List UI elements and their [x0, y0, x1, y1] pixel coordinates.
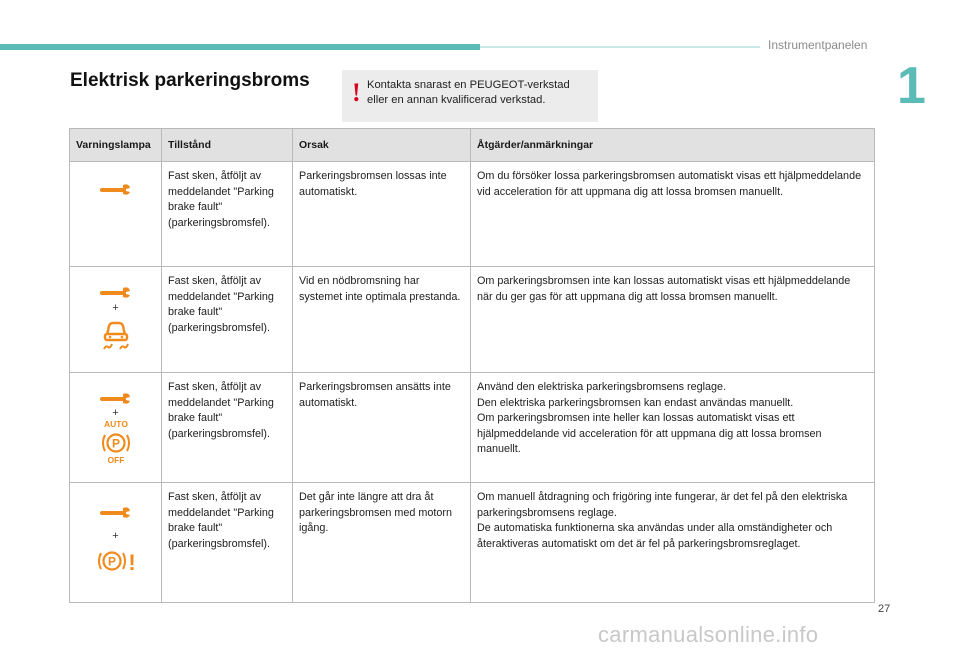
action-line: Om manuell åtdragning och frigöring inte fungerar, är det fel på den elektriska parkeringsbromsens reglage. [477, 491, 848, 519]
brake-fault-wrench-icon [99, 390, 133, 406]
state-cell: Fast sken, åtföljt av meddelandet "Parking brake fault" (parkeringsbromsfel). [162, 162, 293, 267]
table-row [70, 162, 875, 267]
auto-p-off-icon [96, 419, 136, 465]
table-row [70, 373, 875, 483]
state-cell: Fast sken, åtföljt av meddelandet "Parking brake fault" (parkeringsbromsfel). [162, 483, 293, 603]
brake-fault-wrench-icon [99, 284, 133, 300]
state-cell: Fast sken, åtföljt av meddelandet "Parking brake fault" (parkeringsbromsfel). [162, 267, 293, 373]
column-header-state: Tillstånd [162, 129, 293, 162]
lamp-cell [70, 162, 162, 267]
actions-cell [471, 373, 875, 483]
action-line: De automatiska funktionerna ska användas under alla omständigheter och återaktiveras automatiskt om det är fel på parkeringsbromsreglaget. [477, 522, 833, 550]
cause-cell: Parkeringsbromsen ansätts inte automatiskt. [293, 373, 471, 483]
plus-sign: + [112, 530, 119, 542]
action-line: Om du försöker lossa parkeringsbromsen automatiskt visas ett hjälpmeddelande vid acceleration för att uppmana dig att lossa bromsen manuellt. [477, 170, 862, 198]
brake-fault-wrench-icon [99, 181, 133, 197]
state-cell: Fast sken, åtföljt av meddelandet "Parking brake fault" (parkeringsbromsfel). [162, 373, 293, 483]
header-accent-line [480, 46, 760, 48]
page-number: 27 [878, 603, 891, 615]
off-label: OFF [107, 455, 124, 465]
column-header-cause: Orsak [293, 129, 471, 162]
actions-cell [471, 483, 875, 603]
cause-cell: Vid en nödbromsning har systemet inte optimala prestanda. [293, 267, 471, 373]
column-header-lamp: Varningslampa [70, 129, 162, 162]
brake-fault-wrench-icon [99, 504, 133, 520]
table-row [70, 267, 875, 373]
watermark: carmanualsonline.info [598, 622, 819, 647]
warning-text: Kontakta snarast en PEUGEOT-verkstad eller en annan kvalificerad verkstad. [367, 79, 570, 106]
warning-box [342, 70, 598, 122]
actions-cell [471, 267, 875, 373]
actions-cell [471, 162, 875, 267]
skid-car-icon [99, 317, 133, 351]
section-label: Instrumentpanelen [768, 38, 868, 52]
p-exclamation-icon [95, 546, 137, 576]
cause-cell: Parkeringsbromsen lossas inte automatiskt. [293, 162, 471, 267]
warning-exclamation-icon: ! [352, 78, 361, 107]
table-row [70, 483, 875, 603]
warning-lamp-table [69, 128, 875, 603]
lamp-cell [70, 373, 162, 483]
action-line: Om parkeringsbromsen inte heller kan lossas automatiskt visas ett hjälpmeddelande vid acceleration för att uppmana dig att lossa bromsen manuellt. [477, 412, 822, 455]
plus-sign: + [112, 302, 119, 314]
lamp-cell [70, 267, 162, 373]
action-line: Den elektriska parkeringsbromsen kan endast användas manuellt. [477, 396, 794, 409]
column-header-actions: Åtgärder/anmärkningar [471, 129, 875, 162]
lamp-cell [70, 483, 162, 603]
p-label: P [111, 436, 120, 451]
plus-sign: + [112, 407, 119, 419]
page-title: Elektrisk parkeringsbroms [70, 70, 310, 91]
exclamation-label: ! [127, 550, 136, 575]
cause-cell: Det går inte längre att dra åt parkeringsbromsen med motorn igång. [293, 483, 471, 603]
action-line: Använd den elektriska parkeringsbromsens reglage. [477, 381, 727, 393]
p-label: P [107, 554, 116, 569]
action-line: Om parkeringsbromsen inte kan lossas automatiskt visas ett hjälpmeddelande när du ger gas för att uppmana dig att lossa bromsen manuellt. [477, 275, 851, 303]
chapter-number: 1 [897, 57, 926, 115]
auto-label: AUTO [103, 419, 128, 429]
table-header-row [70, 129, 875, 162]
header-accent-bar [0, 44, 480, 50]
